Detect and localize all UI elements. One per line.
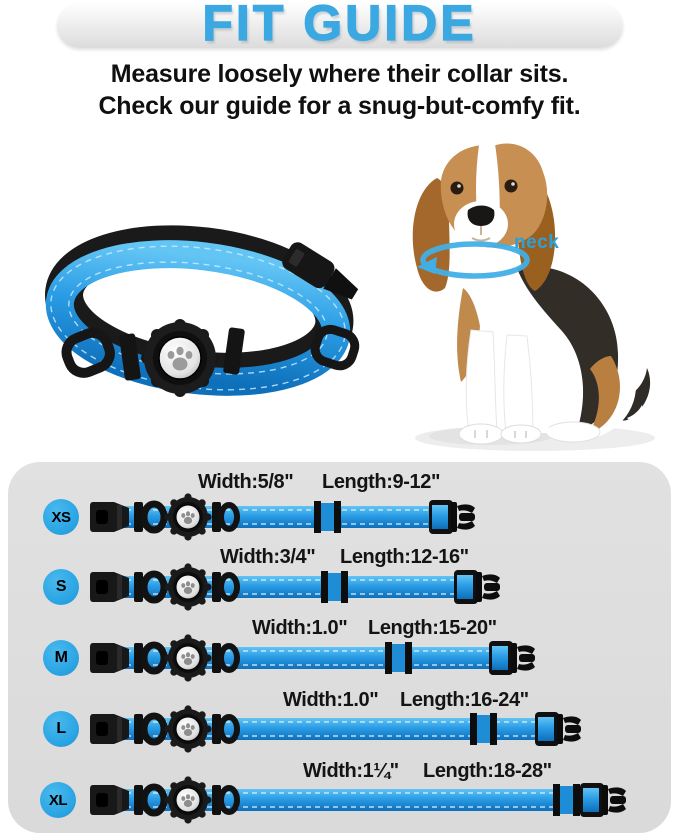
- spec-width-s: Width:3/4": [220, 546, 316, 568]
- spec-length-s: Length:12-16": [340, 546, 469, 568]
- collar-illustration-xs: [90, 493, 477, 541]
- subtitle: [0, 58, 679, 122]
- spec-length-m: Length:15-20": [368, 617, 497, 639]
- spec-length-xs: Length:9-12": [322, 471, 441, 493]
- spec-width-xs: Width:5/8": [198, 471, 294, 493]
- subtitle-line-2: Check our guide for a snug-but-comfy fit.: [98, 92, 581, 120]
- spec-width-xl: Width:1¼": [303, 760, 399, 782]
- spec-length-l: Length:16-24": [400, 689, 529, 711]
- spec-width-l: Width:1.0": [283, 689, 379, 711]
- dog-nose: [468, 206, 495, 227]
- page-title: FIT GUIDE: [202, 0, 477, 51]
- size-badge-l: L: [43, 711, 79, 747]
- collar-illustration-l: [90, 705, 583, 753]
- spec-width-m: Width:1.0": [252, 617, 348, 639]
- collar-product-image: [28, 218, 368, 438]
- size-badge-xs: XS: [43, 499, 79, 535]
- dog-photo: [375, 140, 665, 455]
- collar-illustration-s: [90, 563, 502, 611]
- subtitle-line-1: Measure loosely where their collar sits.: [110, 60, 569, 88]
- spec-length-xl: Length:18-28": [423, 760, 552, 782]
- size-badge-s: S: [43, 569, 79, 605]
- size-badge-xl: XL: [40, 782, 76, 818]
- collar-illustration-m: [90, 634, 537, 682]
- neck-label: neck: [514, 232, 560, 253]
- collar-illustration-xl: [90, 776, 628, 824]
- size-badge-m: M: [43, 640, 79, 676]
